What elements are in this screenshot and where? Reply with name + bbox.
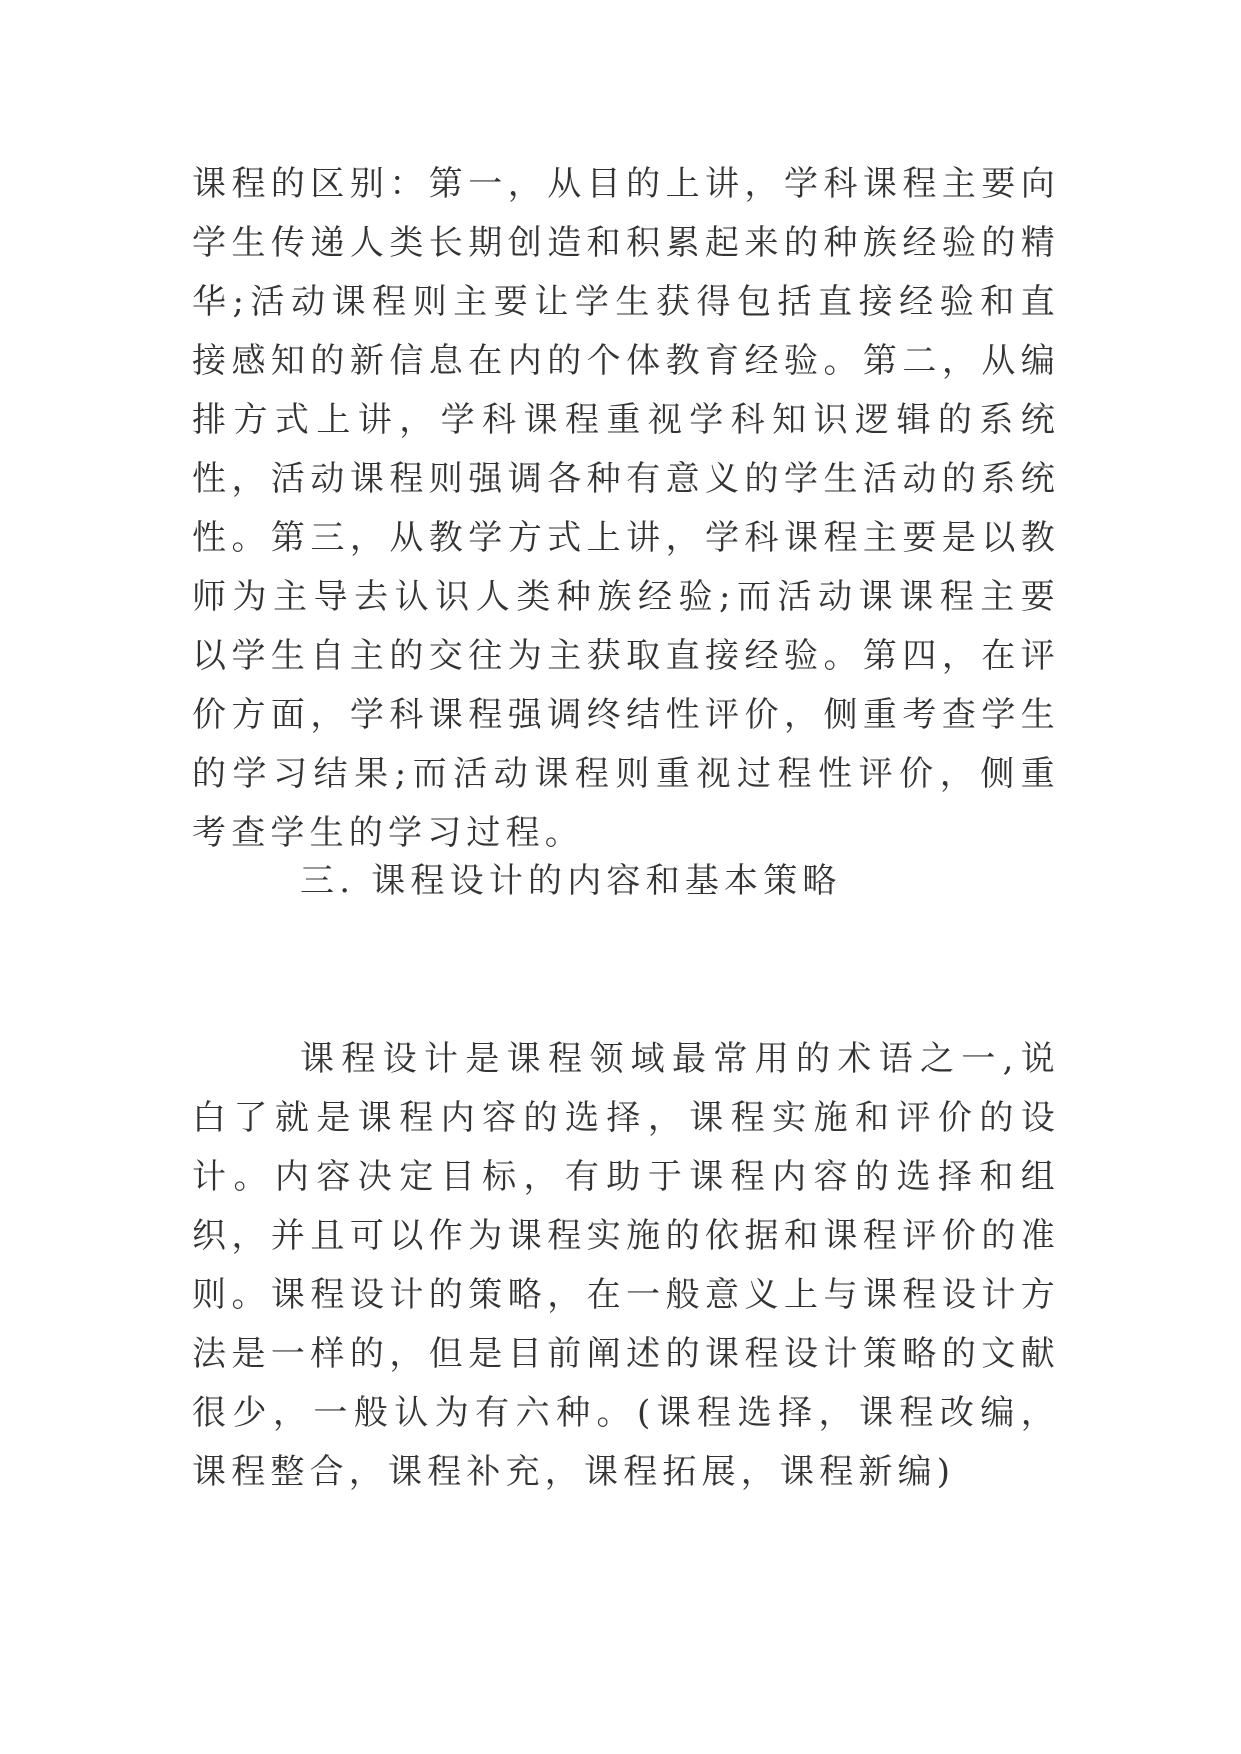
body-paragraph-course-design: 课程设计是课程领域最常用的术语之一,说白了就是课程内容的选择，课程实施和评价的设计。内容决定目标，有助于课程内容的选择和组织，并且可以作为课程实施的依据和课程评价的准则。课程设计的策略，在一般意义上与课程设计方法是一样的，但是目前阐述的课程设计策略的文献很少，一般认为有六种。(课程选择，课程改编，课程整合，课程补充，课程拓展，课程新编) bbox=[192, 1039, 1060, 1492]
body-paragraph-course-differences: 课程的区别：第一，从目的上讲，学科课程主要向学生传递人类长期创造和积累起来的种族经验的精华;活动课程则主要让学生获得包括直接经验和直接感知的新信息在内的个体教育经验。第二，从编排方式上讲，学科课程重视学科知识逻辑的系统性，活动课程则强调各种有意义的学生活动的系统性。第三，从教学方式上讲，学科课程主要是以教师为主导去认识人类种族经验;而活动课课程主要以学生自主的交往为主获取直接经验。第四，在评价方面，学科课程强调终结性评价，侧重考查学生的学习结果;而活动课程则重视过程性评价，侧重考查学生的学习过程。 bbox=[192, 164, 1060, 853]
section-heading: 三. 课程设计的内容和基本策略 bbox=[300, 861, 842, 901]
